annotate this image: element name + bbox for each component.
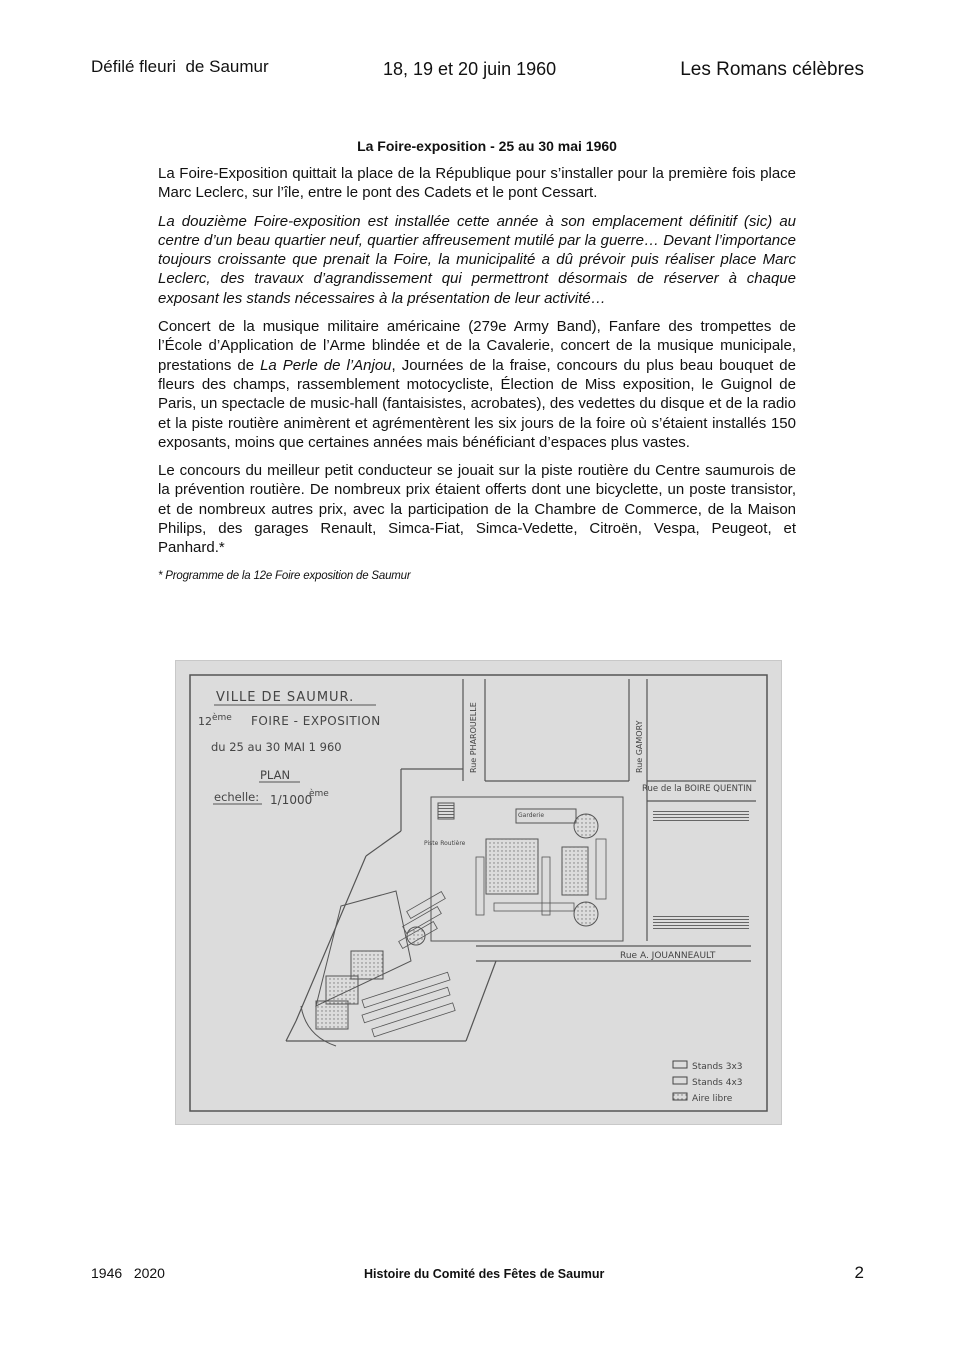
hatched-block-lower [653,916,749,930]
legend-swatch-aire-libre [673,1093,687,1100]
footer-title: Histoire du Comité des Fêtes de Saumur [364,1267,605,1281]
footer-years: 1946 2020 [91,1265,165,1281]
events-text-end: , Journées de la fraise, concours du plus beau bouquet de fleurs des champs, rassemblement motocycliste, Élection de Miss exposition, le Guignol de Paris, un spectacle de music-hall (fantaisistes, acrobates), des vedettes du disque et de la radio et la piste routière animèrent et agrémentèrent les six jours de la foire où s’étaient installés 150 exposants, moins que certaines années mais bénéficiant d’espaces plus vastes. [158,356,796,451]
article-title: La Foire-exposition - 25 au 30 mai 1960 [357,138,617,154]
paragraph-quote: La douzième Foire-exposition est installée cette année à son emplacement définitif (sic) au centre d’un beau quartier neuf, quartier affreusement mutilé par la guerre… Devant l’importance toujours croissante que prenait la Foire, la municipalité a dû prévoir puis réaliser place Marc Leclerc, des travaux d’agrandissement qui permettront désormais de réserver à chaque exposant les stands nécessaires à la présentation de leur activité… [158,212,796,307]
page-number: 2 [854,1263,864,1282]
plan-legend [673,1061,743,1104]
legend-swatch-3x3 [673,1061,687,1068]
plan-scale-label: echelle: [214,790,260,804]
plan-label: PLAN [260,768,291,782]
plan-dates: du 25 au 30 MAI 1 960 [211,740,342,754]
header-right-title: Les Romans célèbres [680,59,864,80]
events-italic-title: La Perle de l’Anjou [260,356,392,374]
plan-edition-number: 12 [198,715,212,728]
legend-swatch-4x3 [673,1077,687,1084]
label-garderie: Garderie [518,812,545,819]
legend-aire-libre: Aire libre [692,1094,733,1104]
paragraph-contest: Le concours du meilleur petit conducteur se jouait sur la piste routière du Centre saumurois de la prévention routière. De nombreux prix étaient offerts dont une bicyclette, un poste transistor, et de nombreux autres prix, avec la participation de la Chambre de Commerce, de la Maison Philips, des garages Renault, Simca-Fiat, Simca-Vedette, Citroën, Vespa, Peugeot, et Panhard.* [158,462,796,557]
site-plan-drawing [176,661,781,1124]
legend-stands-4x3: Stands 4x3 [692,1078,743,1088]
plan-scale-suffix: ème [309,789,329,799]
plan-edition-suffix: ème [212,713,232,723]
plan-scale-value: 1/1000 [270,793,313,807]
street-gamory: Rue GAMORY [635,720,644,773]
fair-site-plan-image [175,660,782,1125]
plan-title-city: VILLE DE SAUMUR. [216,690,355,705]
legend-stands-3x3: Stands 3x3 [692,1062,743,1072]
lower-left-area [301,891,425,1046]
label-piste-routiere: Piste Routière [424,840,466,847]
street-jouanneault: Rue A. JOUANNEAULT [620,951,716,961]
plan-edition-title: FOIRE - EXPOSITION [251,714,381,728]
events-text-start: Concert de la musique militaire américaine (279e Army Band), Fanfare des trompettes de l’École d’Application de l’Arme blindée et de la Cavalerie, concert de la musique municipale, prestations de [158,318,796,374]
street-pharouelle: Rue PHAROUELLE [469,702,478,773]
footnote: * Programme de la 12e Foire exposition de Saumur [158,569,411,582]
street-boire-quentin: Rue de la BOIRE QUENTIN [642,784,752,794]
article [158,138,796,595]
hatched-block-upper [653,809,749,823]
paragraph-events [158,317,796,452]
paragraph-intro: La Foire-Exposition quittait la place de la République pour s’installer pour la première fois place Marc Leclerc, sur l’île, entre le pont des Cadets et le pont Cessart. [158,165,796,202]
header-left-title: Défilé fleuri de Saumur [91,57,269,76]
header-dates: 18, 19 et 20 juin 1960 [383,59,557,79]
